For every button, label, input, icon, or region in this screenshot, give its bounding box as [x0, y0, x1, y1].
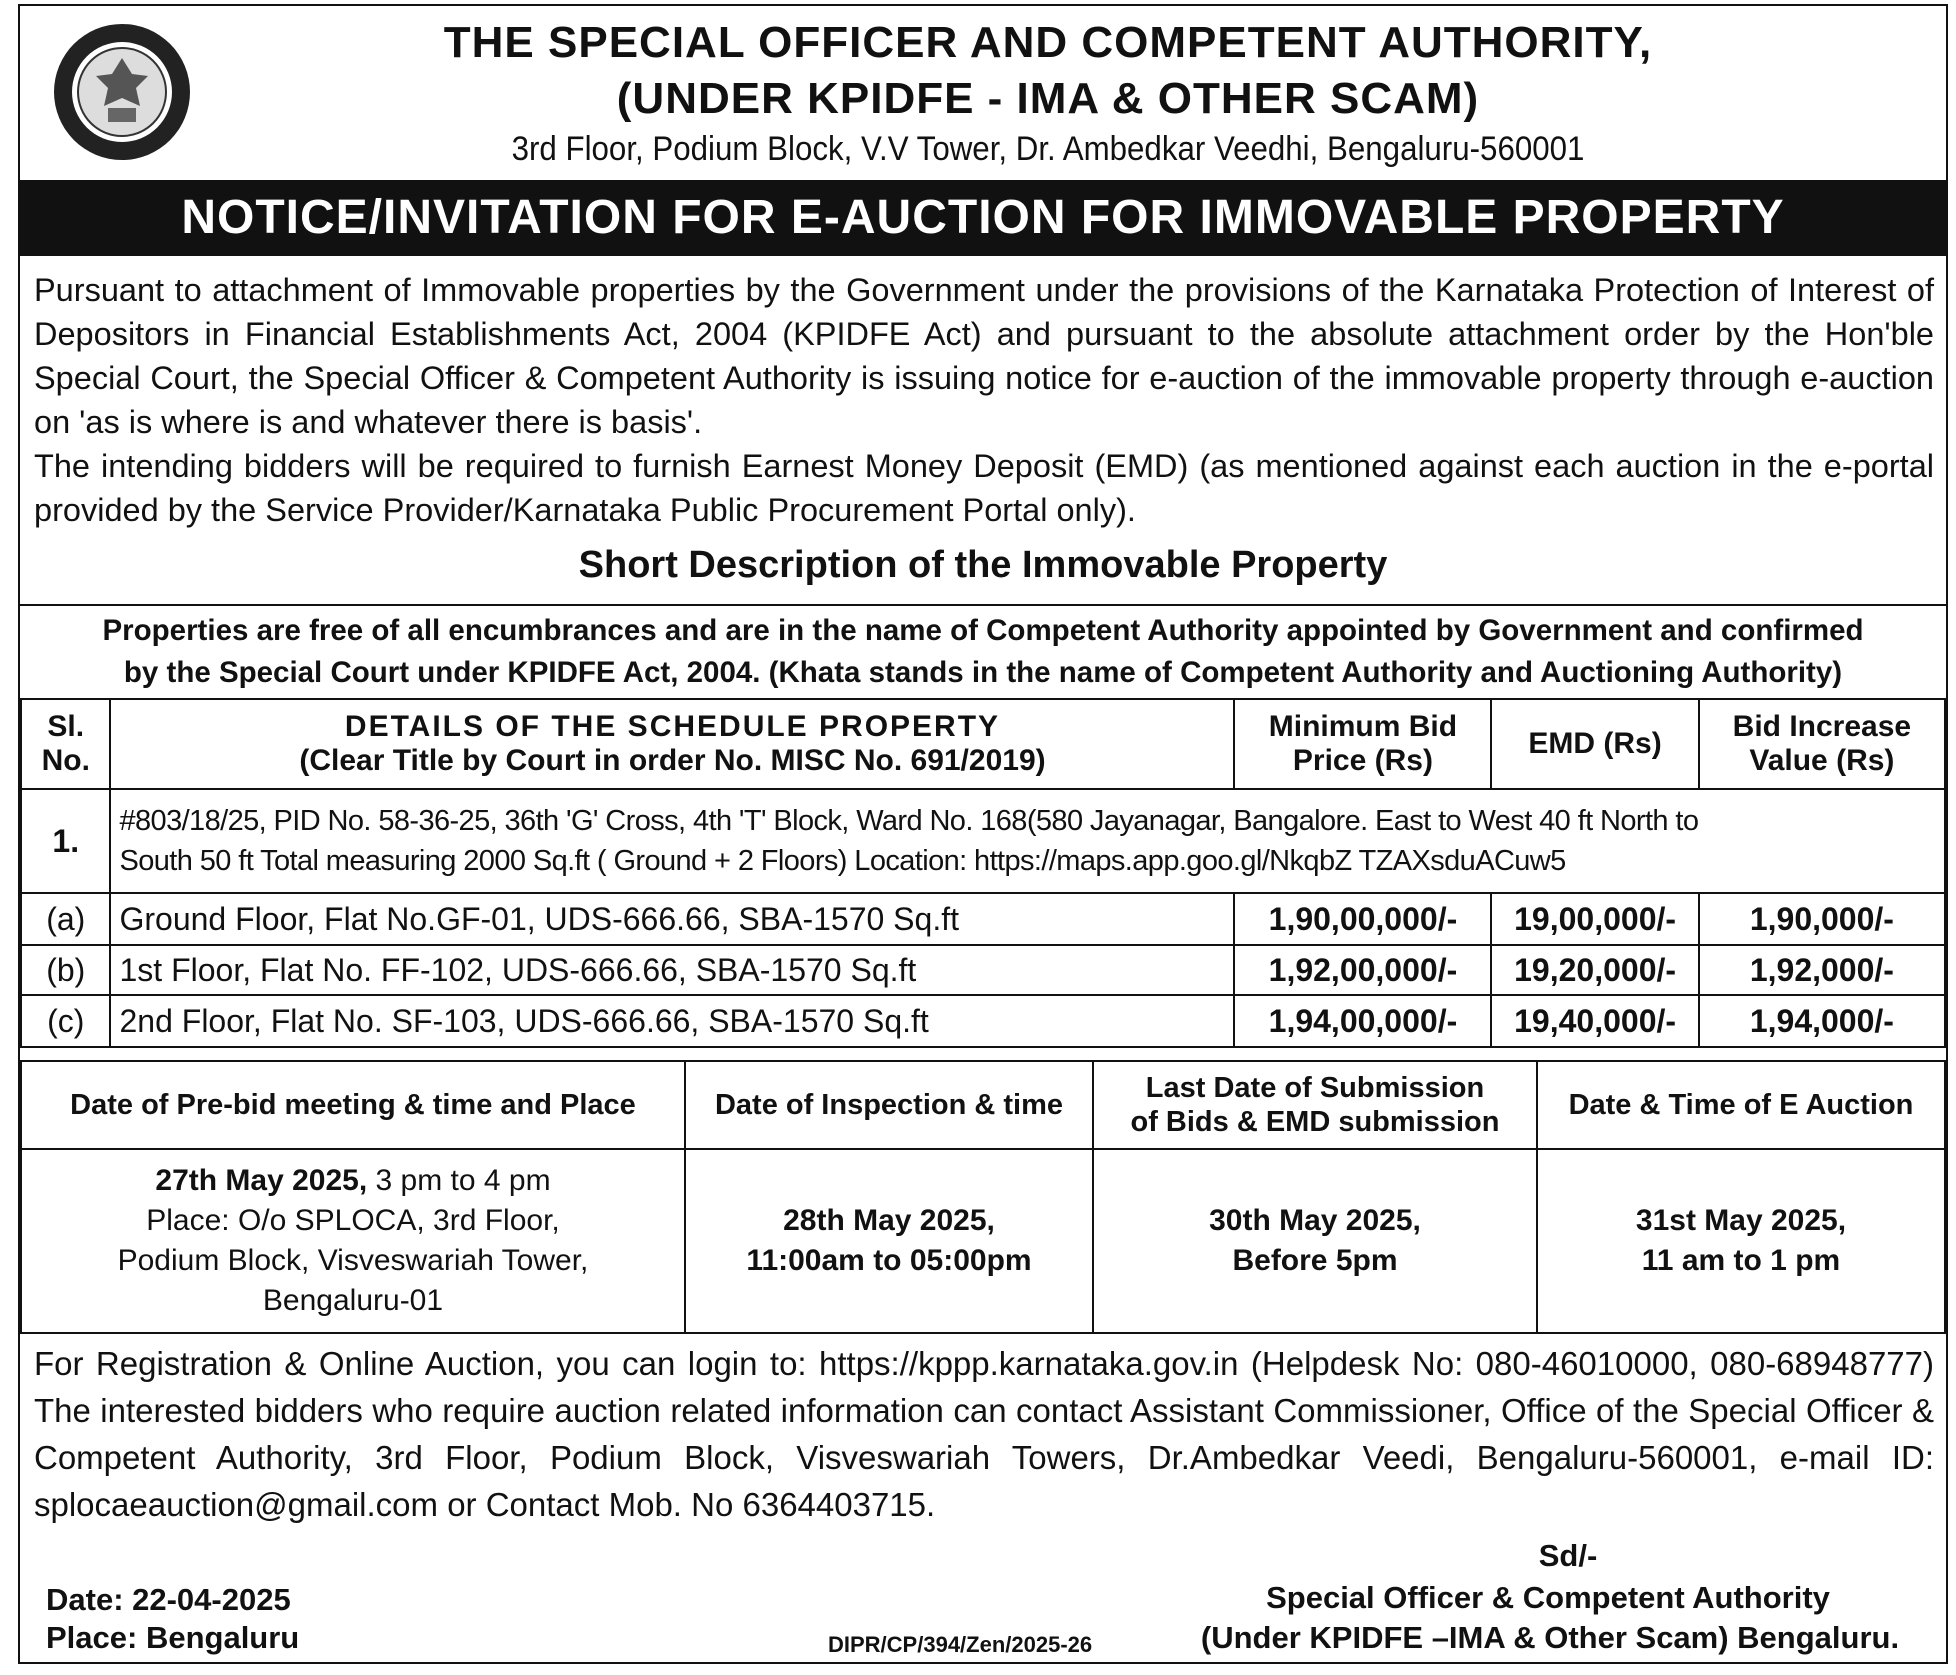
row-emd: 19,40,000/-	[1491, 995, 1698, 1047]
schedule-table	[20, 698, 1946, 1048]
row-bid-increase: 1,94,000/-	[1699, 995, 1945, 1047]
row-emd: 19,00,000/-	[1491, 893, 1698, 945]
submission-cell	[1093, 1149, 1537, 1333]
dates-value-row	[21, 1149, 1945, 1333]
notice-page	[8, 4, 1948, 1664]
dates-table	[20, 1060, 1946, 1334]
authority-title: THE SPECIAL OFFICER AND COMPETENT AUTHORITY,	[443, 18, 1653, 67]
min-bid-header: Minimum Bid Price (Rs)	[1234, 699, 1491, 789]
submission-header: Last Date of Submission of Bids & EMD submission	[1093, 1061, 1537, 1149]
auction-cell	[1537, 1149, 1945, 1333]
table-row	[21, 995, 1945, 1047]
intro-paragraph-2: The intending bidders will be required to furnish Earnest Money Deposit (EMD) (as mentioned against each auction in the e-portal provided by the Service Provider/Karnataka Public Procurement Portal only).	[34, 448, 1934, 528]
signatory-office: (Under KPIDFE –IMA & Other Scam) Bengaluru.	[1200, 1620, 1900, 1655]
dates-header-row	[21, 1061, 1945, 1149]
prebid-place-line-3: Bengaluru-01	[262, 1284, 444, 1317]
row-sl: (a)	[21, 893, 110, 945]
table-row	[21, 893, 1945, 945]
inspection-date: 28th May 2025,	[783, 1204, 995, 1237]
prebid-place-line-1: Place: O/o SPLOCA, 3rd Floor,	[146, 1204, 560, 1237]
row-bid-increase: 1,92,000/-	[1699, 945, 1945, 995]
submission-time: Before 5pm	[1232, 1244, 1398, 1277]
property-description-line-2: South 50 ft Total measuring 2000 Sq.ft ( Ground + 2 Floors) Location: https://maps.app.goo.gl/NkqbZ TZAXsduACuw5	[119, 845, 1566, 877]
prebid-cell	[21, 1149, 685, 1333]
property-sl: 1.	[21, 789, 110, 893]
schedule-header-row	[21, 699, 1945, 789]
notice-banner: NOTICE/INVITATION FOR E-AUCTION FOR IMMOVABLE PROPERTY	[20, 180, 1946, 256]
authority-subtitle: (UNDER KPIDFE - IMA & OTHER SCAM)	[616, 74, 1480, 123]
prebid-time: 3 pm to 4 pm	[367, 1164, 551, 1197]
registration-info: For Registration & Online Auction, you can login to: https://kppp.karnataka.gov.in (Helpdesk No: 080-46010000, 080-68948777) The interested bidders who require auction related information can contact Assistant Commissioner, Office of the Special Officer & Competent Authority, 3rd Floor, Podium Block, Visveswariah Towers, Dr.Ambedkar Veedi, Bengaluru-560001, e-mail ID: splocaeauction@gmail.com or Contact Mob. No 6364403715.	[34, 1345, 1934, 1523]
authority-address: 3rd Floor, Podium Block, V.V Tower, Dr. Ambedkar Veedhi, Bengaluru-560001	[511, 130, 1585, 168]
row-detail: 2nd Floor, Flat No. SF-103, UDS-666.66, SBA-1570 Sq.ft	[110, 995, 1234, 1047]
section-heading: Short Description of the Immovable Property	[578, 544, 1388, 586]
sl-header: Sl. No.	[21, 699, 110, 789]
row-detail: 1st Floor, Flat No. FF-102, UDS-666.66, SBA-1570 Sq.ft	[110, 945, 1234, 995]
inspection-time: 11:00am to 05:00pm	[746, 1244, 1032, 1277]
table-row	[21, 945, 1945, 995]
row-min-bid: 1,92,00,000/-	[1234, 945, 1491, 995]
row-detail: Ground Floor, Flat No.GF-01, UDS-666.66, SBA-1570 Sq.ft	[110, 893, 1234, 945]
auction-time: 11 am to 1 pm	[1641, 1244, 1841, 1277]
prebid-header: Date of Pre-bid meeting & time and Place	[21, 1061, 685, 1149]
prebid-date: 27th May 2025,	[155, 1164, 368, 1197]
submission-date: 30th May 2025,	[1209, 1204, 1421, 1237]
auction-date: 31st May 2025,	[1635, 1204, 1847, 1237]
encumbrance-note	[20, 610, 1946, 694]
bid-increase-header: Bid Increase Value (Rs)	[1699, 699, 1945, 789]
notice-place: Place: Bengaluru	[46, 1620, 300, 1655]
row-sl: (c)	[21, 995, 110, 1047]
note-line-1: Properties are free of all encumbrances and are in the name of Competent Authority appointed by Government and confirmed	[102, 614, 1864, 647]
inspection-header: Date of Inspection & time	[685, 1061, 1093, 1149]
intro-text	[34, 268, 1934, 532]
row-bid-increase: 1,90,000/-	[1699, 893, 1945, 945]
divider	[20, 604, 1946, 606]
auction-header: Date & Time of E Auction	[1537, 1061, 1945, 1149]
row-sl: (b)	[21, 945, 110, 995]
notice-header	[8, 4, 1948, 180]
property-description	[110, 789, 1945, 893]
emd-header: EMD (Rs)	[1491, 699, 1698, 789]
row-emd: 19,20,000/-	[1491, 945, 1698, 995]
notice-date: Date: 22-04-2025	[46, 1582, 291, 1617]
property-description-line-1: #803/18/25, PID No. 58-36-25, 36th 'G' Cross, 4th 'T' Block, Ward No. 168(580 Jayanagar, Bangalore. East to West 40 ft North to	[119, 805, 1699, 837]
prebid-place-line-2: Podium Block, Visveswariah Tower,	[117, 1244, 589, 1277]
signature-sd: Sd/-	[1538, 1538, 1598, 1573]
row-min-bid: 1,94,00,000/-	[1234, 995, 1491, 1047]
signatory-title: Special Officer & Competent Authority	[1266, 1580, 1830, 1615]
note-line-2: by the Special Court under KPIDFE Act, 2004. (Khata stands in the name of Competent Authority and Auctioning Authority)	[123, 656, 1843, 689]
details-header: DETAILS OF THE SCHEDULE PROPERTY (Clear Title by Court in order No. MISC No. 691/2019)	[110, 699, 1234, 789]
row-min-bid: 1,90,00,000/-	[1234, 893, 1491, 945]
dipr-code: DIPR/CP/394/Zen/2025-26	[828, 1632, 1093, 1657]
inspection-cell	[685, 1149, 1093, 1333]
property-row	[21, 789, 1945, 893]
government-seal-icon	[52, 22, 192, 162]
intro-paragraph-1: Pursuant to attachment of Immovable properties by the Government under the provisions of the Karnataka Protection of Interest of Depositors in Financial Establishments Act, 2004 (KPIDFE Act) and pursuant to the absolute attachment order by the Hon'ble Special Court, the Special Officer & Competent Authority is issuing notice for e-auction of the immovable property through e-auction on 'as is where is and whatever there is basis'.	[34, 272, 1934, 440]
